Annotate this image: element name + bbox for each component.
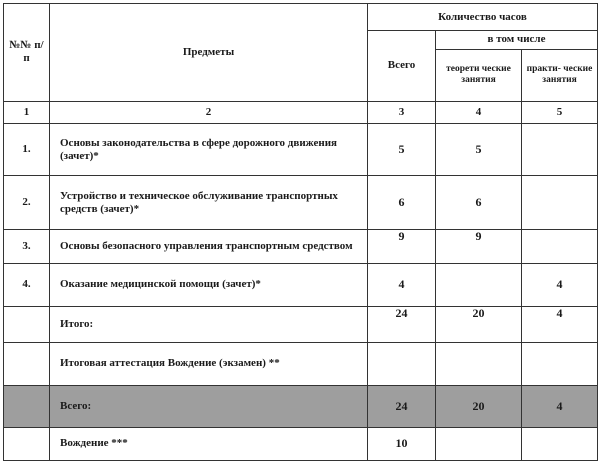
header-including-label: в том числе: [487, 33, 546, 46]
subtotal-row: [4, 307, 598, 342]
row-subject: Устройство и техническое обслуживание транспортных средств (зачет)*: [50, 176, 368, 230]
row-practice: [522, 124, 598, 176]
subtotal-total: 24: [368, 307, 436, 342]
header-total-label: Всего: [387, 59, 416, 72]
table-row: [4, 176, 598, 230]
table-row: [4, 124, 598, 176]
empty-cell: [4, 307, 50, 342]
empty-cell: [4, 386, 50, 428]
header-total-cell: [368, 31, 436, 102]
row-total: 5: [368, 124, 436, 176]
table-row: [4, 230, 598, 263]
row-theory: 5: [436, 124, 522, 176]
row-theory: 9: [436, 230, 522, 263]
row-practice: 4: [522, 263, 598, 307]
index-cell: 3: [368, 101, 436, 124]
header-theory-label: теорети ческие занятия: [446, 64, 511, 86]
table-row: [4, 263, 598, 307]
row-number: 2.: [4, 176, 50, 230]
grand-total-theory: 20: [436, 386, 522, 428]
grand-total-row: [4, 386, 598, 428]
index-cell: 2: [50, 101, 368, 124]
index-cell: 1: [4, 101, 50, 124]
empty-cell: [4, 427, 50, 460]
header-practice-cell: [522, 49, 598, 101]
row-theory: [436, 263, 522, 307]
header-hours-label: Количество часов: [438, 10, 527, 23]
row-practice: [522, 176, 598, 230]
attestation-row: [4, 342, 598, 386]
row-number: 1.: [4, 124, 50, 176]
grand-total-practice: 4: [522, 386, 598, 428]
empty-cell: [4, 342, 50, 386]
driving-row: [4, 427, 598, 460]
row-number: 4.: [4, 263, 50, 307]
index-cell: 4: [436, 101, 522, 124]
attestation-label: Итоговая аттестация Вождение (экзамен) **: [50, 342, 368, 386]
index-row: [4, 101, 598, 124]
header-theory-cell: [436, 49, 522, 101]
index-cell: 5: [522, 101, 598, 124]
subtotal-label: Итого:: [50, 307, 368, 342]
header-no-cell: [4, 4, 50, 102]
grand-total-label: Всего:: [50, 386, 368, 428]
empty-cell: [522, 342, 598, 386]
empty-cell: [436, 427, 522, 460]
row-subject: Основы законодательства в сфере дорожного движения (зачет)*: [50, 124, 368, 176]
curriculum-hours-table: [3, 3, 598, 461]
header-including-cell: [436, 31, 598, 50]
header-subjects-cell: [50, 4, 368, 102]
row-subject: Оказание медицинской помощи (зачет)*: [50, 263, 368, 307]
row-total: 9: [368, 230, 436, 263]
subtotal-practice: 4: [522, 307, 598, 342]
subtotal-theory: 20: [436, 307, 522, 342]
empty-cell: [522, 427, 598, 460]
row-total: 6: [368, 176, 436, 230]
row-practice: [522, 230, 598, 263]
driving-label: Вождение ***: [50, 427, 368, 460]
row-theory: 6: [436, 176, 522, 230]
grand-total-total: 24: [368, 386, 436, 428]
header-subjects-label: Предметы: [182, 45, 235, 58]
row-subject: Основы безопасного управления транспортным средством: [50, 230, 368, 263]
row-total: 4: [368, 263, 436, 307]
empty-cell: [368, 342, 436, 386]
driving-total: 10: [368, 427, 436, 460]
header-practice-label: практи- ческие занятия: [526, 64, 593, 86]
empty-cell: [436, 342, 522, 386]
header-hours-cell: [368, 4, 598, 31]
header-no-label: №№ п/п: [9, 39, 44, 65]
row-number: 3.: [4, 230, 50, 263]
